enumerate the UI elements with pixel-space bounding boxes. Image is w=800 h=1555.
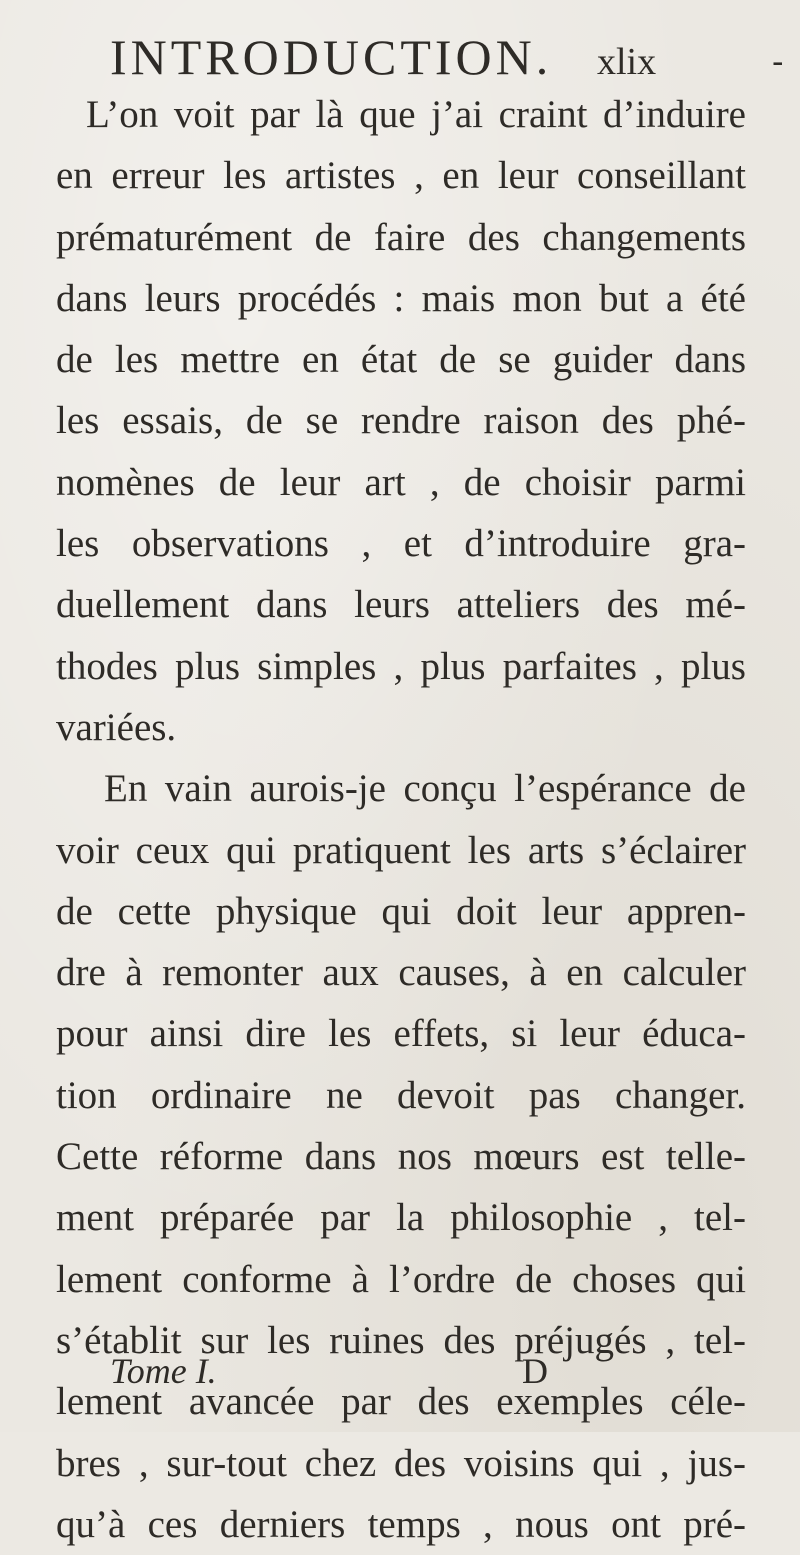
paragraph-end-line: variées.	[56, 705, 177, 749]
text-line: L’on voit par là que j’ai craint d’induire	[86, 93, 746, 136]
text-line: voir ceux qui pratiquent les arts s’éclairer	[56, 828, 746, 872]
text-line: duellement dans leurs atteliers des mé-	[56, 583, 746, 627]
text-line: s’établit sur les ruines des préjugés , tel-	[56, 1318, 746, 1362]
text-line: lement conforme à l’ordre de choses qui	[56, 1257, 746, 1301]
text-line: de cette physique qui doit leur appren-	[56, 889, 746, 933]
text-line: pour ainsi dire les effets, si leur éduca-	[56, 1012, 746, 1056]
text-line: thodes plus simples , plus parfaites , plus	[56, 644, 746, 688]
body-text	[56, 84, 746, 1555]
text-line: nomènes de leur art , de choisir parmi	[56, 460, 746, 504]
running-head: INTRODUCTION.	[110, 29, 553, 85]
text-line: bres , sur-tout chez des voisins qui , jus-	[56, 1441, 746, 1485]
text-line: lement avancée par des exemples céle-	[56, 1380, 746, 1424]
text-line: tion ordinaire ne devoit pas changer.	[56, 1073, 746, 1117]
text-line: ment préparée par la philosophie , tel-	[56, 1196, 746, 1240]
signature-mark: D	[522, 1351, 548, 1391]
text-line: qu’à ces derniers temps , nous ont pré-	[56, 1502, 746, 1546]
paragraph-start-line: En vain aurois-je conçu l’espérance de	[104, 767, 746, 811]
text-line: Cette réforme dans nos mœurs est telle-	[56, 1135, 746, 1179]
text-line: de les mettre en état de se guider dans	[56, 338, 746, 382]
page-footer	[110, 1350, 710, 1410]
volume-label: Tome I.	[110, 1351, 217, 1391]
text-line: les observations , et d’introduire gra-	[56, 522, 746, 566]
text-line: les essais, de se rendre raison des phé-	[56, 399, 746, 443]
page-header	[110, 28, 784, 88]
edge-mark: -	[772, 42, 784, 82]
text-line: dre à remonter aux causes, à en calculer	[56, 951, 746, 995]
text-line: dans leurs procédés : mais mon but a été	[56, 276, 746, 320]
text-line: prématurément de faire des changements	[56, 215, 746, 259]
page-number: xlix	[597, 41, 657, 83]
text-line: en erreur les artistes , en leur conseillant	[56, 154, 746, 198]
